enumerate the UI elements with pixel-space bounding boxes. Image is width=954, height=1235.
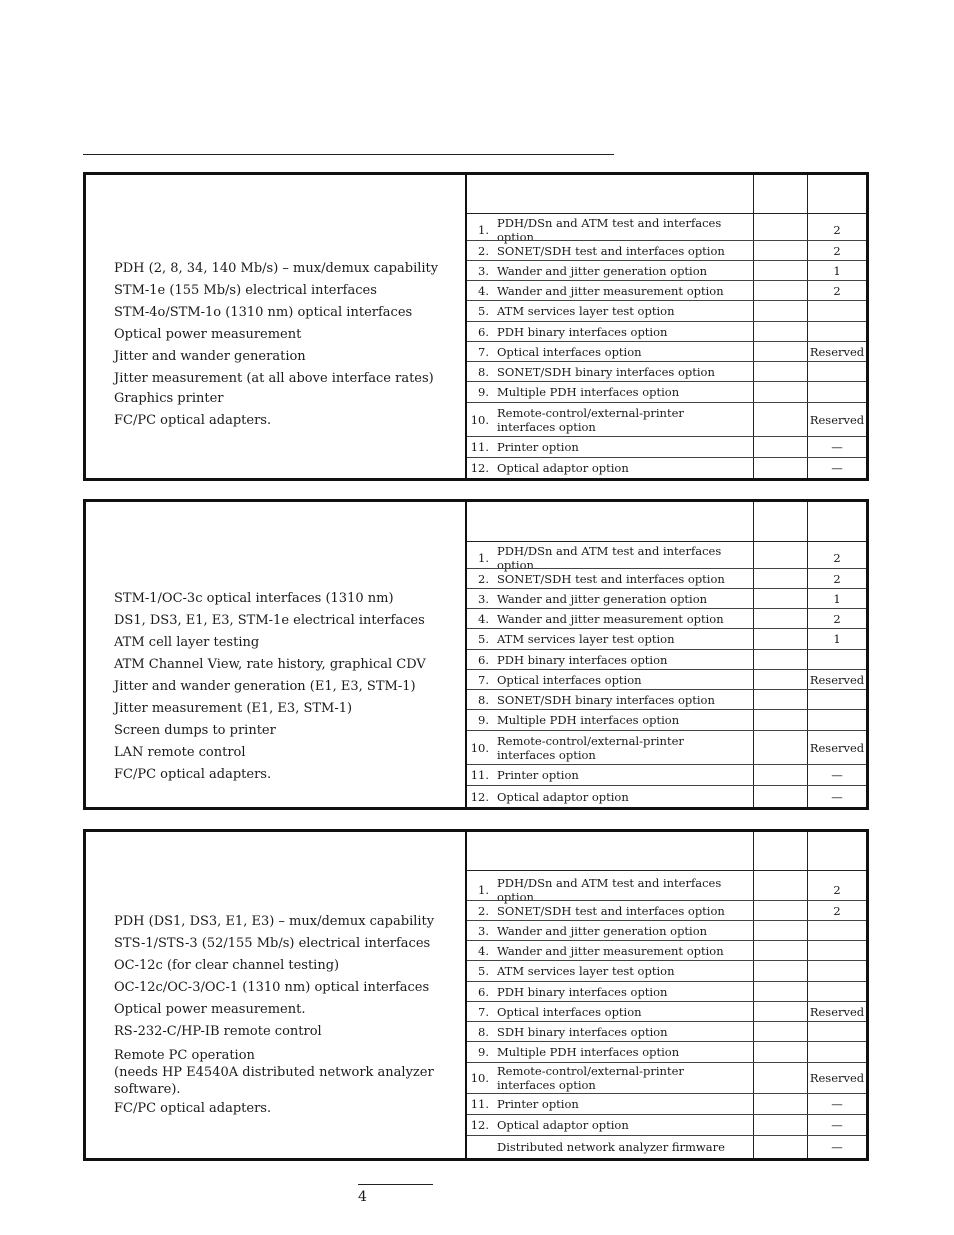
feature-item: STS-1/STS-3 (52/155 Mb/s) electrical interfaces [114, 936, 431, 951]
option-name: PDH/DSn and ATM test and interfaces option [497, 215, 722, 244]
option-number: 6. [478, 984, 489, 999]
table-row [467, 457, 866, 478]
instrument-panel-2 [83, 499, 869, 810]
feature-list [114, 911, 434, 1120]
option-name: ATM services layer test option [497, 304, 675, 318]
table-row [467, 568, 866, 588]
option-value: — [831, 440, 843, 454]
feature-item: ATM Channel View, rate history, graphical CDV [114, 657, 426, 672]
option-name: SONET/SDH binary interfaces option [497, 692, 715, 707]
option-name: SONET/SDH test and interfaces option [497, 243, 725, 258]
option-number: 2. [478, 571, 489, 586]
option-value: 2 [833, 611, 841, 626]
option-name: PDH/DSn and ATM test and interfaces option [497, 875, 722, 904]
table-row [467, 240, 866, 260]
option-name: SONET/SDH test and interfaces option [497, 903, 725, 918]
feature-item: FC/PC optical adapters. [114, 1101, 272, 1116]
option-number: 4. [478, 943, 489, 958]
feature-item: Screen dumps to printer [114, 723, 276, 738]
option-number: 6. [478, 324, 489, 339]
option-name: PDH/DSn and ATM test and interfaces option [497, 543, 722, 572]
option-name: PDH binary interfaces option [497, 984, 668, 999]
feature-item: Graphics printer [114, 391, 224, 406]
options-rows [467, 543, 866, 807]
option-number: 12. [470, 789, 489, 804]
option-number: 5. [478, 964, 489, 978]
option-number: 9. [478, 713, 489, 727]
feature-column [86, 175, 467, 478]
table-row [467, 280, 866, 300]
option-name: SONET/SDH binary interfaces option [497, 364, 715, 379]
option-number: 1. [478, 550, 489, 565]
table-row [467, 1135, 866, 1158]
option-number: 3. [478, 591, 489, 606]
option-name: Remote-control/external-printer interfaces option [497, 1064, 684, 1092]
feature-item: Jitter measurement (at all above interface rates) [114, 371, 434, 386]
option-number: 8. [478, 364, 489, 379]
option-value: 2 [833, 882, 841, 897]
feature-item: DS1, DS3, E1, E3, STM-1e electrical interfaces [114, 613, 425, 628]
feature-item: Optical power measurement. [114, 1002, 306, 1017]
feature-item: FC/PC optical adapters. [114, 767, 272, 782]
option-name: Optical interfaces option [497, 672, 642, 687]
table-row [467, 689, 866, 709]
table-row [467, 215, 866, 244]
option-name: Multiple PDH interfaces option [497, 385, 680, 399]
option-name: Optical interfaces option [497, 344, 642, 359]
option-value: 2 [833, 571, 841, 586]
option-name: Optical adaptor option [497, 461, 629, 475]
option-number: 4. [478, 611, 489, 626]
option-name: SDH binary interfaces option [497, 1024, 668, 1039]
option-value: — [831, 1140, 843, 1154]
feature-list [114, 258, 438, 432]
top-rule [83, 154, 614, 155]
table-row [467, 649, 866, 669]
option-number: 10. [470, 740, 489, 755]
table-row [467, 669, 866, 689]
feature-item: OC-12c (for clear channel testing) [114, 958, 340, 973]
option-value: — [831, 1097, 843, 1111]
table-row [467, 608, 866, 628]
feature-item: Optical power measurement [114, 327, 302, 342]
option-number: 2. [478, 243, 489, 258]
option-name: PDH binary interfaces option [497, 652, 668, 667]
option-number: 5. [478, 304, 489, 318]
option-value: — [831, 789, 843, 804]
table-row [467, 543, 866, 572]
option-name: Printer option [497, 768, 579, 782]
table-row [467, 341, 866, 361]
table-row [467, 960, 866, 981]
option-value: 2 [833, 222, 841, 237]
option-value: 2 [833, 243, 841, 258]
option-name: Multiple PDH interfaces option [497, 1045, 680, 1059]
option-number: 9. [478, 1045, 489, 1059]
option-name: Remote-control/external-printer interfaces option [497, 733, 684, 762]
feature-item: Jitter measurement (E1, E3, STM-1) [114, 701, 353, 716]
feature-item: RS-232-C/HP-IB remote control [114, 1024, 322, 1039]
option-value: Reserved [809, 344, 865, 359]
option-name: ATM services layer test option [497, 964, 675, 978]
table-row [467, 1041, 866, 1062]
option-value: Reserved [809, 672, 865, 687]
option-name: Distributed network analyzer firmware [497, 1140, 725, 1154]
feature-item: ATM cell layer testing [114, 635, 260, 650]
option-value: 2 [833, 550, 841, 565]
option-name: Printer option [497, 1097, 579, 1111]
table-row [467, 900, 866, 920]
feature-item: FC/PC optical adapters. [114, 413, 272, 428]
feature-item: LAN remote control [114, 745, 246, 760]
table-row [467, 361, 866, 381]
table-row [467, 875, 866, 904]
option-number: 10. [470, 412, 489, 427]
option-name: Wander and jitter measurement option [497, 943, 724, 958]
options-table [467, 502, 866, 807]
table-row [467, 321, 866, 341]
options-rows [467, 215, 866, 478]
option-number: 1. [478, 882, 489, 897]
option-name: Printer option [497, 440, 579, 454]
table-row [467, 785, 866, 807]
options-table [467, 175, 866, 478]
table-row [467, 436, 866, 457]
option-name: PDH binary interfaces option [497, 324, 668, 339]
option-name: Wander and jitter generation option [497, 263, 708, 278]
option-number: 6. [478, 652, 489, 667]
feature-column [86, 502, 467, 807]
feature-list [114, 588, 426, 786]
option-value: 1 [833, 263, 841, 278]
option-number: 3. [478, 923, 489, 938]
table-row [467, 940, 866, 960]
footer-rule [358, 1184, 433, 1185]
option-name: Optical interfaces option [497, 1004, 642, 1019]
table-row [467, 588, 866, 608]
instrument-panel-3 [83, 829, 869, 1161]
option-number: 8. [478, 1024, 489, 1039]
table-row [467, 709, 866, 730]
table-row [467, 628, 866, 649]
option-name: Optical adaptor option [497, 789, 629, 804]
option-value: — [831, 768, 843, 782]
feature-item: Jitter and wander generation (E1, E3, STM-1) [114, 679, 416, 694]
option-name: Wander and jitter measurement option [497, 611, 724, 626]
option-name: SONET/SDH test and interfaces option [497, 571, 725, 586]
option-number: 8. [478, 692, 489, 707]
option-number: 11. [470, 1097, 489, 1111]
table-row [467, 920, 866, 940]
feature-item: STM-1/OC-3c optical interfaces (1310 nm) [114, 591, 394, 606]
option-value: Reserved [809, 412, 865, 427]
table-row [467, 981, 866, 1001]
feature-item: PDH (DS1, DS3, E1, E3) – mux/demux capability [114, 914, 435, 929]
option-name: Wander and jitter generation option [497, 591, 708, 606]
option-value: 1 [833, 632, 841, 646]
table-row [467, 1062, 866, 1093]
feature-item: Jitter and wander generation [114, 349, 306, 364]
option-number: 10. [470, 1071, 489, 1085]
option-number: 11. [470, 768, 489, 782]
feature-item: PDH (2, 8, 34, 140 Mb/s) – mux/demux capability [114, 261, 439, 276]
feature-item: Remote PC operation (needs HP E4540A distributed network analyzer software). [114, 1048, 434, 1097]
table-row [467, 1001, 866, 1021]
option-name: Optical adaptor option [497, 1118, 629, 1132]
option-number: 7. [478, 1004, 489, 1019]
option-name: Remote-control/external-printer interfaces option [497, 405, 684, 434]
options-table [467, 832, 866, 1158]
option-value: 2 [833, 903, 841, 918]
option-number: 3. [478, 263, 489, 278]
option-value: 2 [833, 283, 841, 298]
option-number: 7. [478, 672, 489, 687]
option-name: Wander and jitter generation option [497, 923, 708, 938]
table-row [467, 730, 866, 764]
option-name: ATM services layer test option [497, 632, 675, 646]
table-row [467, 300, 866, 321]
feature-item: OC-12c/OC-3/OC-1 (1310 nm) optical interfaces [114, 980, 430, 995]
feature-item: STM-1e (155 Mb/s) electrical interfaces [114, 283, 377, 298]
table-row [467, 764, 866, 785]
option-number: 1. [478, 222, 489, 237]
option-value: — [831, 461, 843, 475]
option-number: 7. [478, 344, 489, 359]
option-number: 12. [470, 461, 489, 475]
table-row [467, 1021, 866, 1041]
option-value: Reserved [809, 1004, 865, 1019]
option-number: 9. [478, 385, 489, 399]
option-value: 1 [833, 591, 841, 606]
option-name: Multiple PDH interfaces option [497, 713, 680, 727]
option-value: Reserved [809, 1071, 865, 1085]
option-number: 5. [478, 632, 489, 646]
table-row [467, 1093, 866, 1114]
feature-column [86, 832, 467, 1158]
option-number: 2. [478, 903, 489, 918]
option-number: 12. [470, 1118, 489, 1132]
instrument-panel-1 [83, 172, 869, 481]
options-rows [467, 875, 866, 1158]
table-row [467, 402, 866, 436]
table-row [467, 381, 866, 402]
option-name: Wander and jitter measurement option [497, 283, 724, 298]
table-row [467, 260, 866, 280]
option-number: 11. [470, 440, 489, 454]
feature-item: STM-4o/STM-1o (1310 nm) optical interfaces [114, 305, 413, 320]
option-value: Reserved [809, 740, 865, 755]
option-number: 4. [478, 283, 489, 298]
table-row [467, 1114, 866, 1135]
page-number: 4 [358, 1189, 367, 1205]
option-value: — [831, 1118, 843, 1132]
